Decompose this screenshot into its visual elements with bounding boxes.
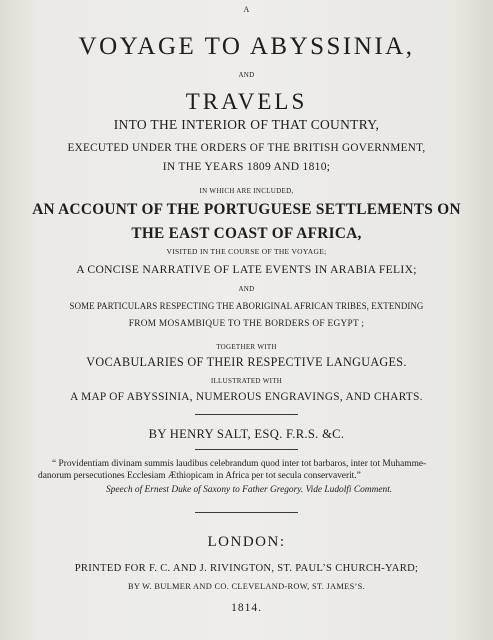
east-coast-line: THE EAST COAST OF AFRICA,	[131, 225, 362, 242]
divider-rule-3	[195, 512, 298, 513]
divider-rule-2	[195, 449, 298, 450]
narrative-line: A CONCISE NARRATIVE OF LATE EVENTS IN ARABIA FELIX;	[76, 263, 417, 276]
title-article: A	[243, 5, 250, 14]
particulars-line: SOME PARTICULARS RESPECTING THE ABORIGINAL AFRICAN TRIBES, EXTENDING	[69, 301, 424, 311]
divider-rule-1	[195, 414, 298, 415]
printer-line: BY W. BULMER AND CO. CLEVELAND-ROW, ST. JAMES’S.	[128, 582, 365, 591]
conjunction-and-2: AND	[238, 285, 255, 293]
printed-for-line: PRINTED FOR F. C. AND J. RIVINGTON, ST. PAUL’S CHURCH-YARD;	[74, 563, 419, 574]
visited-line: VISITED IN THE COURSE OF THE VOYAGE;	[166, 247, 327, 256]
executed-line: EXECUTED UNDER THE ORDERS OF THE BRITISH GOVERNMENT,	[67, 142, 426, 154]
into-interior-line: INTO THE INTERIOR OF THAT COUNTRY,	[113, 117, 380, 132]
conjunction-and-1: AND	[238, 71, 255, 79]
epigraph	[38, 458, 456, 498]
year-line: 1814.	[231, 602, 262, 614]
from-mosambique-line: FROM MOSAMBIQUE TO THE BORDERS OF EGYPT ;	[128, 319, 365, 329]
main-title: VOYAGE TO ABYSSINIA,	[78, 33, 415, 60]
epigraph-line-1: “ Providentiam divinam summis laudibus celebrandum quod inter tot barbaros, inter tot Muhamme-	[52, 459, 427, 469]
travels-heading: TRAVELS	[185, 89, 308, 114]
epigraph-attribution: Speech of Ernest Duke of Saxony to Father Gregory. Vide Ludolfi Comment.	[106, 485, 393, 495]
city-line: LONDON:	[207, 534, 286, 550]
in-which-included: IN WHICH ARE INCLUDED,	[199, 187, 294, 195]
account-line: AN ACCOUNT OF THE PORTUGUESE SETTLEMENTS ON	[32, 201, 461, 218]
epigraph-line-2: danorum persecutiones Ecclesiam Æthiopicam in Africa per tot secula conservaverit.”	[38, 471, 361, 481]
map-line: A MAP OF ABYSSINIA, NUMEROUS ENGRAVINGS, AND CHARTS.	[70, 391, 423, 403]
years-line: IN THE YEARS 1809 AND 1810;	[162, 161, 331, 173]
vocabularies-line: VOCABULARIES OF THEIR RESPECTIVE LANGUAGES.	[86, 355, 407, 369]
author-line: BY HENRY SALT, ESQ. F.R.S. &C.	[148, 427, 345, 441]
illustrated-with: ILLUSTRATED WITH	[210, 377, 283, 385]
together-with: TOGETHER WITH	[216, 343, 277, 351]
